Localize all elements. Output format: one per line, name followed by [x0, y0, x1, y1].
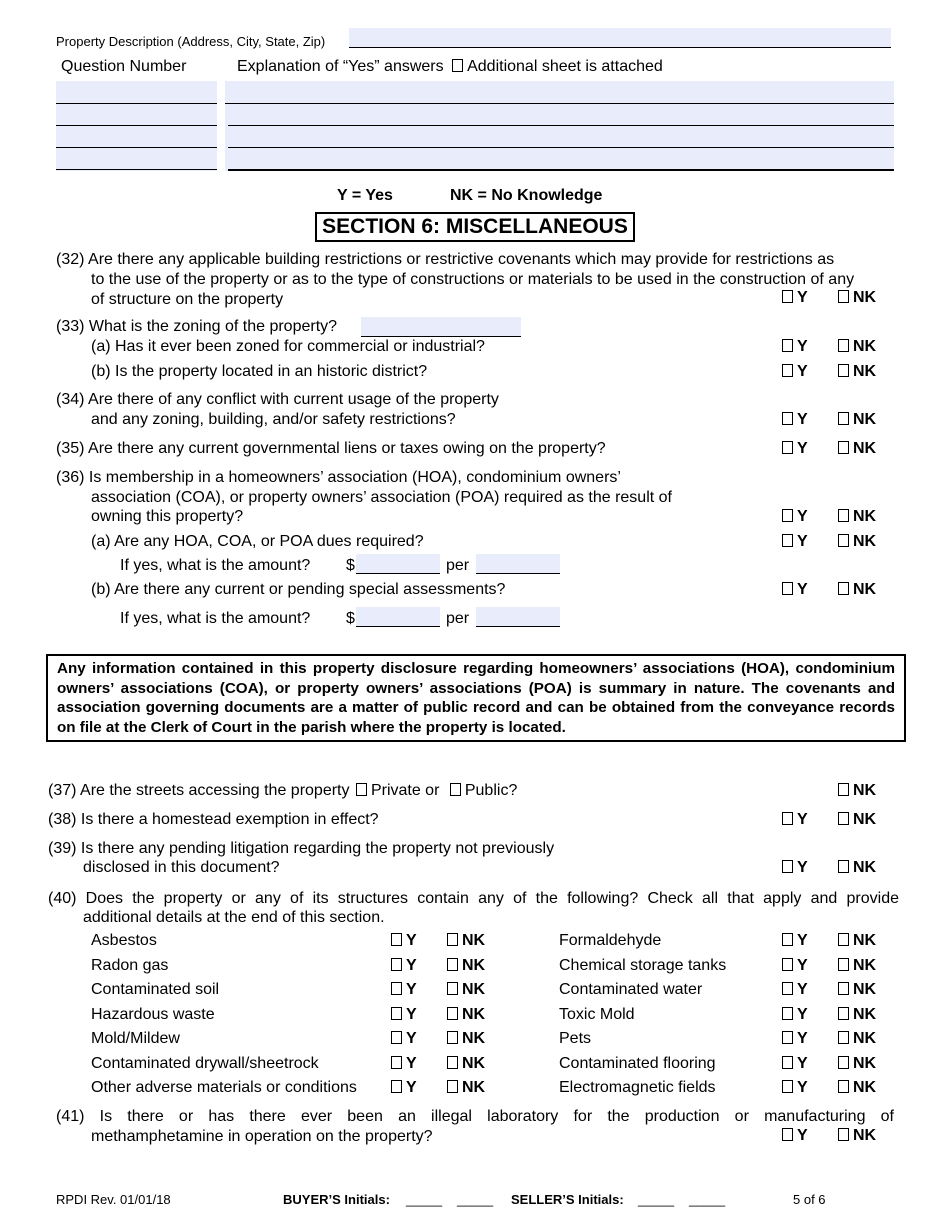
q40-left-item-6-nk-label: NK: [462, 1079, 486, 1096]
q35-y[interactable]: Y: [782, 440, 808, 458]
q40-left-item-0-y-checkbox[interactable]: [391, 933, 402, 946]
q40-left-item-2-nk-label: NK: [462, 981, 486, 998]
q37-line: [48, 782, 517, 800]
q40-line2: additional details at the end of this section.: [83, 909, 385, 926]
q40-left-item-1-y-label: Y: [406, 957, 417, 974]
q38-y[interactable]: Y: [782, 811, 808, 829]
q39-line1: (39) Is there any pending litigation regarding the property not previously: [48, 840, 555, 857]
q40-right-item-6-nk-checkbox[interactable]: [838, 1080, 849, 1093]
exp-line-1: [225, 103, 894, 104]
section-title: SECTION 6: MISCELLANEOUS: [315, 212, 635, 242]
q36a-period-field[interactable]: [476, 554, 560, 573]
q40-right-item-0-y-checkbox[interactable]: [782, 933, 793, 946]
q36-y-checkbox[interactable]: [782, 509, 793, 522]
q40-left-item-3-nk-label: NK: [462, 1006, 486, 1023]
q38-nk[interactable]: NK: [838, 811, 876, 829]
q32-y[interactable]: Y: [782, 289, 808, 307]
q40-right-item-4-nk[interactable]: [838, 1030, 876, 1048]
q40-left-item-2-nk-checkbox[interactable]: [447, 982, 458, 995]
q36b-y[interactable]: Y: [782, 581, 808, 599]
q40-left-item-5-y-checkbox[interactable]: [391, 1056, 402, 1069]
q33a-y-checkbox[interactable]: [782, 339, 793, 352]
q34-nk[interactable]: NK: [838, 411, 876, 429]
q37-public-checkbox[interactable]: [450, 783, 461, 796]
q40-left-item-4-nk-label: NK: [462, 1030, 486, 1047]
q39-y-checkbox[interactable]: [782, 860, 793, 873]
q40-right-item-6-y-label: Y: [797, 1079, 808, 1096]
q40-right-item-4-nk-checkbox[interactable]: [838, 1031, 849, 1044]
q36-line2: association (COA), or property owners’ association (POA) required as the result of: [91, 489, 672, 506]
q33b-y-checkbox[interactable]: [782, 364, 793, 377]
q40-right-item-4-y-checkbox[interactable]: [782, 1031, 793, 1044]
q40-right-item-1: Chemical storage tanks: [559, 957, 727, 974]
q40-right-item-2: Contaminated water: [559, 981, 703, 998]
q35-nk[interactable]: NK: [838, 440, 876, 458]
q40-left-item-6-y[interactable]: [391, 1079, 417, 1097]
property-description-underline: [349, 47, 891, 48]
q36b-amount-underline: [356, 626, 440, 627]
q40-right-item-1-y[interactable]: [782, 957, 808, 975]
q36b-period-field[interactable]: [476, 607, 560, 626]
q40-right-item-4-y[interactable]: [782, 1030, 808, 1048]
q32-y-checkbox[interactable]: [782, 290, 793, 303]
q40-right-item-3: Toxic Mold: [559, 1006, 635, 1023]
q34-y[interactable]: Y: [782, 411, 808, 429]
buyer-initials-1[interactable]: _____: [406, 1192, 443, 1207]
q40-right-item-5-y-checkbox[interactable]: [782, 1056, 793, 1069]
q41-line1: (41) Is there or has there ever been an illegal laboratory for the production or manufacturing of: [56, 1108, 894, 1125]
seller-initials-2[interactable]: _____: [689, 1192, 726, 1207]
additional-sheet-label: Additional sheet is attached: [467, 58, 663, 75]
q40-left-item-2-y-checkbox[interactable]: [391, 982, 402, 995]
q40-left-item-0-nk-checkbox[interactable]: [447, 933, 458, 946]
q36-line1: (36) Is membership in a homeowners’ association (HOA), condominium owners’: [56, 469, 621, 486]
q40-left-item-4-nk-checkbox[interactable]: [447, 1031, 458, 1044]
q40-right-item-2-nk-checkbox[interactable]: [838, 982, 849, 995]
question-32: [56, 250, 894, 310]
q40-left-item-1-y[interactable]: [391, 957, 417, 975]
q40-left-item-2: Contaminated soil: [91, 981, 220, 998]
q36b-per: per: [446, 610, 470, 627]
q40-left-item-1-nk[interactable]: [447, 957, 485, 975]
q40-left-item-4-y-checkbox[interactable]: [391, 1031, 402, 1044]
explanation-fields[interactable]: [225, 81, 894, 171]
q34-line1: (34) Are there of any conflict with current usage of the property: [56, 391, 499, 408]
q37-private-label: Private or: [370, 782, 440, 799]
q36a-amount-label: If yes, what is the amount?: [120, 557, 311, 574]
qn-line-1: [56, 103, 217, 104]
q36a-amount-field[interactable]: [356, 554, 440, 573]
q40-right-item-1-nk-label: NK: [853, 957, 877, 974]
legend-nk: NK = No Knowledge: [450, 187, 603, 204]
q40-left-item-6-y-label: Y: [406, 1079, 417, 1096]
q35-nk-checkbox[interactable]: [838, 441, 849, 454]
q40-right-item-1-nk[interactable]: [838, 957, 876, 975]
q40-right-item-5-nk[interactable]: [838, 1055, 876, 1073]
q40-right-item-5: Contaminated flooring: [559, 1055, 716, 1072]
q40-left-item-1-nk-checkbox[interactable]: [447, 958, 458, 971]
q38-text: (38) Is there a homestead exemption in effect?: [48, 811, 379, 828]
q40-left-item-1: Radon gas: [91, 957, 169, 974]
q40-right-item-5-nk-label: NK: [853, 1055, 877, 1072]
q40-right-item-3-y-label: Y: [797, 1006, 808, 1023]
q40-right-item-6: Electromagnetic fields: [559, 1079, 716, 1096]
additional-sheet-checkbox[interactable]: [452, 59, 463, 72]
q40-right-item-0-y[interactable]: [782, 932, 808, 950]
q40-left-item-0-nk[interactable]: [447, 932, 485, 950]
exp-line-4: [228, 169, 894, 171]
q40-right-item-4: Pets: [559, 1030, 592, 1047]
q37-nk-checkbox[interactable]: [838, 783, 849, 796]
q39-line2: disclosed in this document?: [83, 859, 280, 876]
q36a-y[interactable]: Y: [782, 533, 808, 551]
question-41: [56, 1107, 894, 1147]
q32-line3: of structure on the property: [91, 291, 284, 308]
q40-right-item-2-y-checkbox[interactable]: [782, 982, 793, 995]
zoning-underline: [361, 336, 521, 337]
q34-y-checkbox[interactable]: [782, 412, 793, 425]
q40-right-item-2-nk[interactable]: [838, 981, 876, 999]
q40-right-item-4-y-label: Y: [797, 1030, 808, 1047]
q40-left-item-5-nk-checkbox[interactable]: [447, 1056, 458, 1069]
q37-public-label: Public?: [464, 782, 518, 799]
q33a-text: (a) Has it ever been zoned for commercial or industrial?: [91, 338, 485, 355]
q41-line2: methamphetamine in operation on the property?: [91, 1128, 433, 1145]
q40-right-item-3-nk-label: NK: [853, 1006, 877, 1023]
q40-left-item-4-y-label: Y: [406, 1030, 417, 1047]
q40-left-item-2-y[interactable]: [391, 981, 417, 999]
q36b-period-underline: [476, 626, 560, 627]
q40-left-item-0-y-label: Y: [406, 932, 417, 949]
seller-initials-label: SELLER’S Initials:: [511, 1192, 624, 1207]
form-revision: RPDI Rev. 01/01/18: [56, 1192, 171, 1207]
q39-y[interactable]: Y: [782, 859, 808, 877]
exp-line-2: [228, 125, 894, 126]
q36b-amount-field[interactable]: [356, 607, 440, 626]
hoa-notice-box: Any information contained in this property disclosure regarding homeowners’ associations (HOA), condominium owners’ associations (COA), or property owners’ associations (POA) is summary in nature. The covenants and association governing documents are a matter of public record and can be obtained from the conveyance records on file at the Clerk of Court in the parish where the property is located.: [46, 654, 906, 742]
qn-line-2: [56, 125, 217, 126]
q33b-y[interactable]: Y: [782, 363, 808, 381]
q40-right-item-6-nk-label: NK: [853, 1079, 877, 1096]
q40-left-item-3-y[interactable]: [391, 1006, 417, 1024]
q40-left-item-0-nk-label: NK: [462, 932, 486, 949]
q40-left-item-5-nk[interactable]: [447, 1055, 485, 1073]
q33a-y[interactable]: Y: [782, 338, 808, 356]
seller-initials-1[interactable]: _____: [638, 1192, 675, 1207]
q36b-dollar: $: [346, 610, 355, 627]
q40-left-item-6-nk-checkbox[interactable]: [447, 1080, 458, 1093]
explanation-text: Explanation of “Yes” answers: [237, 58, 444, 75]
q40-right-item-2-y[interactable]: [782, 981, 808, 999]
q36a-period-underline: [476, 573, 560, 574]
q35-text: (35) Are there any current governmental liens or taxes owing on the property?: [56, 440, 606, 457]
q36b-text: (b) Are there any current or pending special assessments?: [91, 581, 506, 598]
q40-right-item-2-nk-label: NK: [853, 981, 877, 998]
q40-right-item-3-nk[interactable]: [838, 1006, 876, 1024]
q40-right-item-3-y-checkbox[interactable]: [782, 1007, 793, 1020]
q33-text: (33) What is the zoning of the property?: [56, 318, 338, 335]
q40-left-item-3: Hazardous waste: [91, 1006, 215, 1023]
q40-left-item-0: Asbestos: [91, 932, 157, 949]
q40-right-item-2-y-label: Y: [797, 981, 808, 998]
q36-y[interactable]: Y: [782, 508, 808, 526]
q36b-amount-label: If yes, what is the amount?: [120, 610, 311, 627]
q40-right-item-3-y[interactable]: [782, 1006, 808, 1024]
q40-right-item-0-y-label: Y: [797, 932, 808, 949]
q35-y-checkbox[interactable]: [782, 441, 793, 454]
q33a-nk-checkbox[interactable]: [838, 339, 849, 352]
q36-nk-checkbox[interactable]: [838, 509, 849, 522]
q40-left-item-6-y-checkbox[interactable]: [391, 1080, 402, 1093]
q36b-nk[interactable]: NK: [838, 581, 876, 599]
q36b-nk-checkbox[interactable]: [838, 582, 849, 595]
legend-yes: Y = Yes: [337, 187, 393, 204]
q32-nk[interactable]: NK: [838, 289, 876, 307]
q40-left-item-6: Other adverse materials or conditions: [91, 1079, 357, 1096]
q40-left-item-4: Mold/Mildew: [91, 1030, 180, 1047]
q36a-nk-checkbox[interactable]: [838, 534, 849, 547]
q40-right-item-1-y-label: Y: [797, 957, 808, 974]
q40-right-item-0: Formaldehyde: [559, 932, 662, 949]
q38-nk-checkbox[interactable]: [838, 812, 849, 825]
q40-left-item-4-nk[interactable]: [447, 1030, 485, 1048]
q40-right-item-6-nk[interactable]: [838, 1079, 876, 1097]
q40-left-item-4-y[interactable]: [391, 1030, 417, 1048]
q40-left-item-3-nk[interactable]: [447, 1006, 485, 1024]
q38-y-checkbox[interactable]: [782, 812, 793, 825]
q40-right-item-0-nk-label: NK: [853, 932, 877, 949]
q40-left-item-3-y-checkbox[interactable]: [391, 1007, 402, 1020]
q40-left-item-2-nk[interactable]: [447, 981, 485, 999]
q40-line1: (40) Does the property or any of its structures contain any of the following? Check all that apply and provide: [48, 890, 899, 907]
q40-left-item-5-y-label: Y: [406, 1055, 417, 1072]
q40-right-item-4-nk-label: NK: [853, 1030, 877, 1047]
q36a-nk[interactable]: NK: [838, 533, 876, 551]
q36-line3: owning this property?: [91, 508, 244, 525]
q32-nk-checkbox[interactable]: [838, 290, 849, 303]
q41-nk-checkbox[interactable]: [838, 1128, 849, 1141]
q40-left-item-5-y[interactable]: [391, 1055, 417, 1073]
page-number: 5 of 6: [793, 1192, 826, 1207]
q40-left-item-2-y-label: Y: [406, 981, 417, 998]
q40-right-item-0-nk-checkbox[interactable]: [838, 933, 849, 946]
q40-right-item-1-y-checkbox[interactable]: [782, 958, 793, 971]
q40-right-item-0-nk[interactable]: [838, 932, 876, 950]
qn-line-4: [56, 169, 217, 170]
q40-right-item-1-nk-checkbox[interactable]: [838, 958, 849, 971]
q40-right-item-5-y-label: Y: [797, 1055, 808, 1072]
q36a-amount-underline: [356, 573, 440, 574]
q40-left-item-3-y-label: Y: [406, 1006, 417, 1023]
q36b-y-checkbox[interactable]: [782, 582, 793, 595]
q40-left-item-5: Contaminated drywall/sheetrock: [91, 1055, 319, 1072]
q40-right-item-5-nk-checkbox[interactable]: [838, 1056, 849, 1069]
question-40: [48, 889, 899, 927]
q40-left-item-1-y-checkbox[interactable]: [391, 958, 402, 971]
buyer-initials-label: BUYER’S Initials:: [283, 1192, 390, 1207]
property-description-field[interactable]: [349, 28, 891, 47]
question-number-fields[interactable]: [56, 81, 217, 171]
q36a-text: (a) Are any HOA, COA, or POA dues required?: [91, 533, 424, 550]
q33b-text: (b) Is the property located in an historic district?: [91, 363, 428, 380]
q40-right-item-6-y[interactable]: [782, 1079, 808, 1097]
q40-left-item-0-y[interactable]: [391, 932, 417, 950]
q40-left-item-5-nk-label: NK: [462, 1055, 486, 1072]
q41-y[interactable]: Y: [782, 1127, 808, 1145]
q40-right-item-3-nk-checkbox[interactable]: [838, 1007, 849, 1020]
q36a-y-checkbox[interactable]: [782, 534, 793, 547]
q39-nk-checkbox[interactable]: [838, 860, 849, 873]
zoning-field[interactable]: [361, 317, 521, 336]
q36-nk[interactable]: NK: [838, 508, 876, 526]
q40-right-item-6-y-checkbox[interactable]: [782, 1080, 793, 1093]
q39-nk[interactable]: NK: [838, 859, 876, 877]
qn-line-3: [56, 147, 217, 148]
q32-line1: (32) Are there any applicable building restrictions or restrictive covenants which may provide for restrictions as: [56, 251, 835, 268]
q40-right-item-5-y[interactable]: [782, 1055, 808, 1073]
explanation-label: [237, 58, 663, 76]
q34-nk-checkbox[interactable]: [838, 412, 849, 425]
q40-left-item-3-nk-checkbox[interactable]: [447, 1007, 458, 1020]
question-number-label: Question Number: [61, 58, 187, 75]
q33b-nk[interactable]: NK: [838, 363, 876, 381]
q36a-per: per: [446, 557, 470, 574]
q33b-nk-checkbox[interactable]: [838, 364, 849, 377]
q36a-dollar: $: [346, 557, 355, 574]
exp-line-3: [228, 147, 894, 148]
q33a-nk[interactable]: NK: [838, 338, 876, 356]
property-description-label: Property Description (Address, City, State, Zip): [56, 34, 326, 49]
buyer-initials-2[interactable]: _____: [457, 1192, 494, 1207]
q40-left-item-1-nk-label: NK: [462, 957, 486, 974]
q37-text: (37) Are the streets accessing the property: [48, 782, 350, 799]
q40-left-item-6-nk[interactable]: [447, 1079, 485, 1097]
q32-line2: to the use of the property or as to the type of constructions or materials to be used in the construction of any: [91, 271, 855, 288]
q37-private-checkbox[interactable]: [356, 783, 367, 796]
q37-nk[interactable]: NK: [838, 782, 876, 800]
q34-line2: and any zoning, building, and/or safety restrictions?: [91, 411, 456, 428]
q41-nk[interactable]: NK: [838, 1127, 876, 1145]
q41-y-checkbox[interactable]: [782, 1128, 793, 1141]
